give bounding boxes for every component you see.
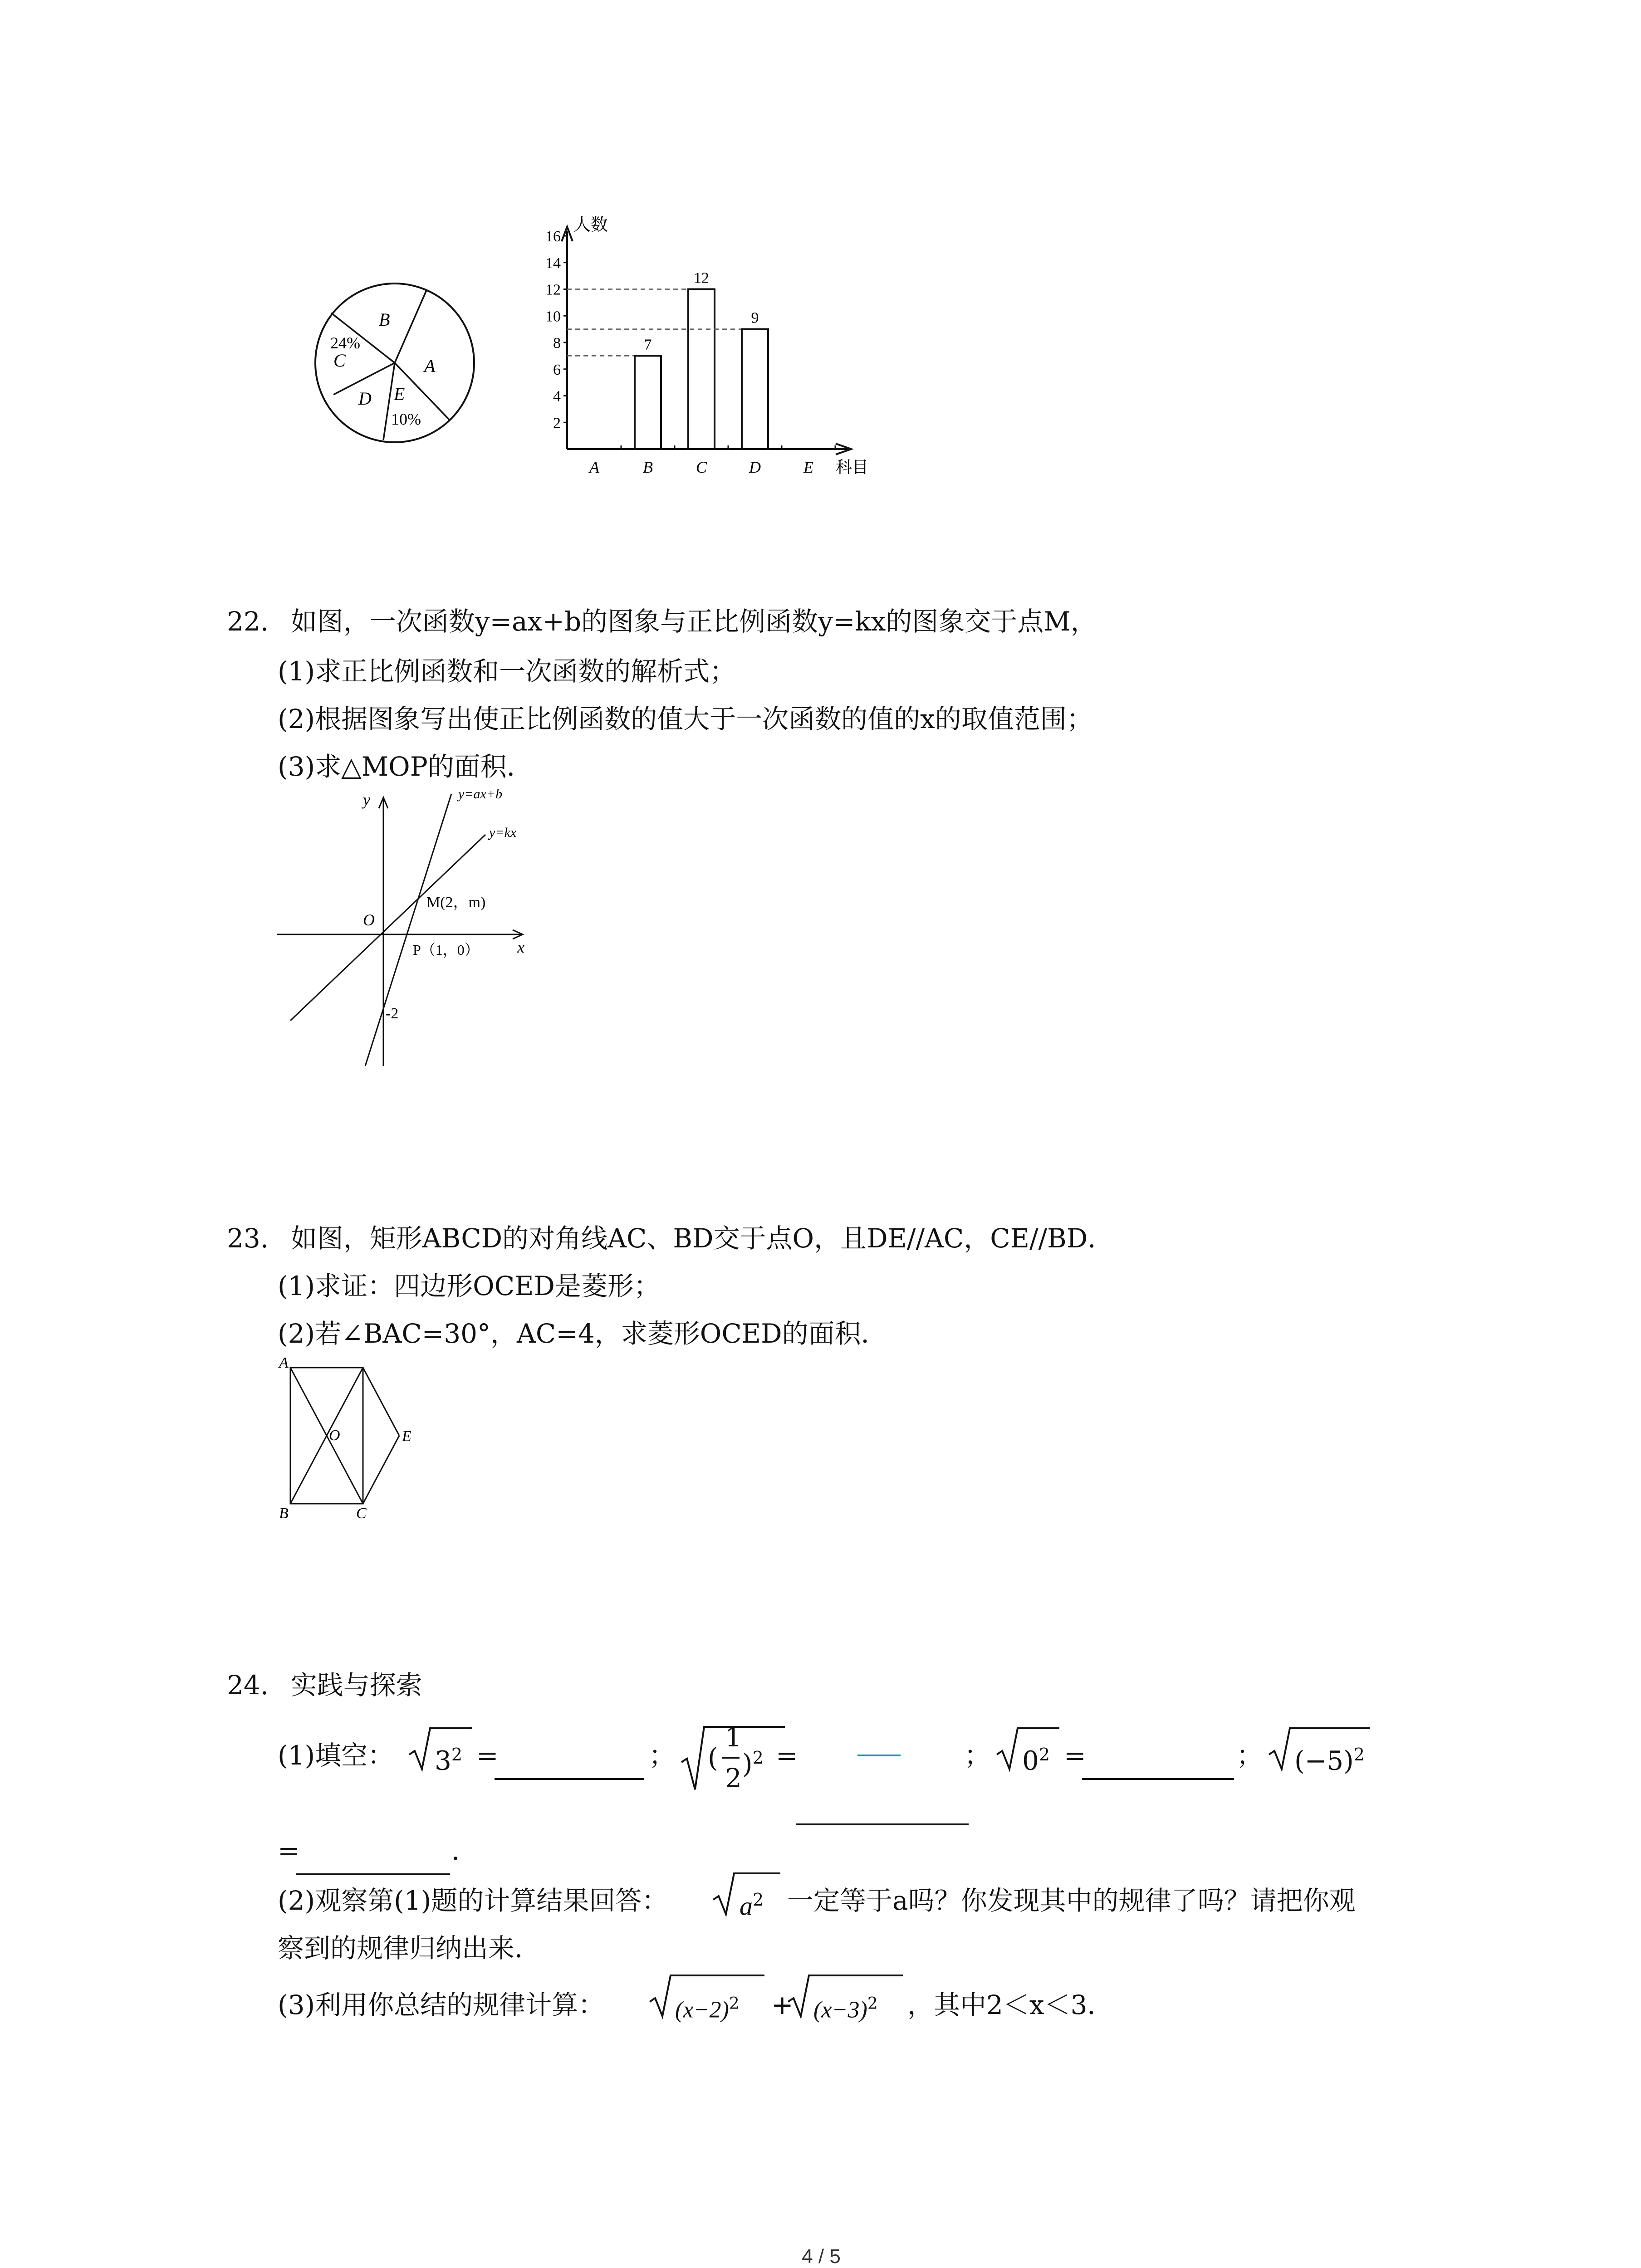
q24-part2-b: 一定等于a吗？你发现其中的规律了吗？请把你观 — [787, 1885, 1356, 1916]
bar-D — [742, 329, 768, 449]
q23-stem — [227, 1220, 1114, 1256]
y-tick-label: 16 — [545, 228, 561, 245]
y-tick-label: 12 — [545, 281, 561, 298]
bar-chart — [535, 213, 880, 485]
q24-part3-a: (3)利用你总结的规律计算： — [278, 1989, 605, 2020]
line2-label: y=kx — [489, 825, 517, 840]
bar-B — [635, 356, 661, 449]
sqrt-radicand-neg5: (−5) — [1294, 1745, 1354, 1776]
sqrt-radicand-3: 3 — [435, 1745, 451, 1776]
fraction-denominator: 2 — [725, 1763, 742, 1794]
fraction-numerator: 1 — [725, 1722, 742, 1753]
y-tick-label: 14 — [545, 254, 561, 272]
answer-blank-3[interactable] — [1082, 1751, 1234, 1780]
pie-label-d: D — [358, 388, 372, 409]
pie-percent-e: 10% — [391, 410, 421, 428]
q22-part2: (2)根据图象写出使正比例函数的值大于一次函数的值的x的取值范围； — [278, 704, 1093, 734]
x-axis-label: 科目 — [836, 458, 869, 476]
q22-stem-text: 如图，一次函数y=ax+b的图象与正比例函数y=kx的图象交于点M， — [290, 606, 1097, 637]
line-y-ax-b — [365, 794, 451, 1066]
origin-label: O — [363, 911, 375, 929]
data-label-D: 9 — [751, 309, 759, 327]
y-axis-label: 人数 — [573, 215, 608, 235]
center-o: O — [329, 1427, 340, 1444]
x-tick-label: A — [589, 458, 599, 476]
answer-blank-2[interactable] — [796, 1796, 969, 1825]
q24-part2-c: 察到的规律归纳出来． — [278, 1933, 541, 1964]
q23-number: 23. — [227, 1223, 269, 1254]
q23-figure — [272, 1354, 426, 1522]
separator: ； — [649, 1740, 676, 1771]
x-tick-label: D — [749, 458, 761, 476]
q23-stem-text: 如图，矩形ABCD的对角线AC、BD交于点O，且DE//AC，CE//BD． — [290, 1223, 1114, 1254]
exponent: 2 — [451, 1745, 463, 1765]
q24-part1-prefix: (1)填空： — [278, 1740, 394, 1771]
answer-fraction-bar — [857, 1755, 901, 1756]
exponent: 2 — [729, 1994, 740, 2013]
vertex-c: C — [356, 1505, 367, 1522]
x-tick-label: C — [696, 458, 707, 476]
y-tick-label: 4 — [553, 388, 561, 405]
separator: ； — [964, 1740, 991, 1771]
q22-part3: (3)求△MOP的面积． — [278, 751, 533, 782]
intercept-label: -2 — [386, 1005, 399, 1022]
period: ． — [451, 1835, 478, 1866]
equals-sign: = — [1064, 1740, 1086, 1771]
plus-sign: + — [771, 1989, 794, 2020]
line1-label: y=ax+b — [458, 787, 503, 802]
point-p-label: P（1，0） — [413, 942, 479, 958]
q22-figure — [272, 785, 544, 1075]
answer-blank-1[interactable] — [495, 1751, 644, 1780]
segment-de — [363, 1368, 399, 1436]
radicand-x-minus-2: (x−2) — [675, 1997, 729, 2023]
pie-label-e: E — [394, 384, 405, 404]
y-tick-label: 8 — [553, 335, 561, 352]
vertex-e: E — [402, 1428, 411, 1445]
radicand-x-minus-3: (x−3) — [813, 1997, 867, 2023]
exponent: 2 — [753, 1890, 764, 1910]
paren-close: )$^2$ — [742, 1748, 764, 1779]
bar-C — [688, 289, 715, 450]
q24-part3-b: ，其中2＜x＜3． — [907, 1989, 1114, 2020]
exponent: 2 — [1038, 1745, 1050, 1765]
pie-label-c: C — [333, 350, 346, 371]
exponent: 2 — [1353, 1745, 1365, 1765]
paren-open: ( — [708, 1742, 718, 1773]
equals-sign: = — [476, 1740, 499, 1771]
y-tick-label: 10 — [545, 308, 561, 325]
q22-part1: (1)求正比例函数和一次函数的解析式； — [278, 656, 736, 687]
sqrt-radicand-a: a — [740, 1891, 753, 1921]
q23-part1: (1)求证：四边形OCED是菱形； — [278, 1271, 660, 1301]
pie-label-a: A — [424, 356, 436, 376]
answer-blank-4[interactable] — [296, 1846, 450, 1875]
equals-sign: = — [776, 1740, 798, 1771]
x-tick-label: B — [643, 458, 653, 476]
vertex-b: B — [279, 1505, 289, 1522]
page-number: 4 / 5 — [802, 2245, 841, 2268]
fraction-bar — [722, 1757, 740, 1759]
exponent: 2 — [867, 1994, 878, 2013]
pie-chart — [313, 281, 485, 454]
data-label-C: 12 — [694, 269, 709, 287]
vertex-a: A — [279, 1354, 289, 1371]
separator: ； — [1236, 1740, 1263, 1771]
q24-number: 24. — [227, 1670, 269, 1701]
x-axis-letter: x — [517, 938, 524, 956]
pie-label-b: B — [379, 309, 390, 330]
data-label-B: 7 — [644, 336, 652, 353]
sqrt-radicand-0: 0 — [1022, 1745, 1039, 1776]
y-tick-label: 2 — [553, 415, 561, 432]
x-tick-label: E — [803, 458, 813, 476]
point-m-label: M(2，m) — [426, 894, 486, 911]
segment-ce — [363, 1436, 399, 1504]
q22-stem — [227, 603, 1097, 640]
q24-part2-a: (2)观察第(1)题的计算结果回答： — [278, 1885, 668, 1916]
q24-title-text: 实践与探索 — [290, 1670, 422, 1701]
q23-part2: (2)若∠BAC=30°，AC=4，求菱形OCED的面积． — [278, 1318, 887, 1349]
pie-percent-c: 24% — [330, 334, 360, 352]
y-axis-letter: y — [363, 791, 370, 809]
y-tick-label: 6 — [553, 361, 561, 378]
q22-number: 22. — [227, 606, 269, 637]
q24-title — [227, 1667, 422, 1703]
equals-sign: = — [278, 1835, 300, 1866]
